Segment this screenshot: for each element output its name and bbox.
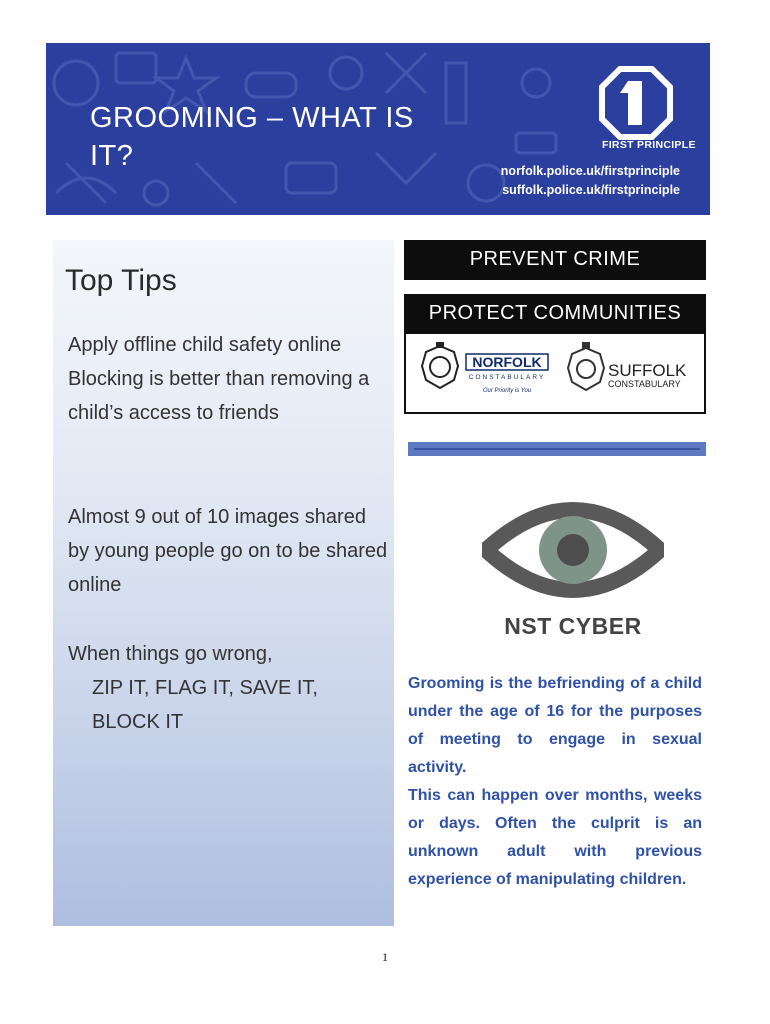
banner-title: GROOMING – WHAT IS IT? [90, 102, 414, 172]
logo-label: FIRST PRINCIPLE [602, 139, 696, 151]
norfolk-crest-icon [422, 342, 458, 388]
constabulary-logos-graphic [406, 334, 704, 412]
tip-offline-safety: Apply offline child safety online Blocking is better than removing a child’s access to friends [68, 334, 370, 424]
suffolk-name: SUFFOLK [608, 361, 687, 380]
description-para2: This can happen over months, weeks or days. Often the culprit is an unknown adult with previous experience of manipulating children. [408, 787, 702, 888]
norfolk-sub: CONSTABULARY [468, 374, 546, 381]
tips-heading: Top Tips [65, 264, 177, 297]
prevent-crime-box: PREVENT CRIME [404, 240, 706, 280]
top-tips-panel [53, 240, 394, 926]
grooming-description [408, 670, 702, 894]
tip3-line2: ZIP IT, FLAG IT, SAVE IT, BLOCK IT [92, 677, 318, 733]
norfolk-name: NORFOLK [472, 354, 542, 370]
norfolk-url[interactable]: norfolk.police.uk/firstprinciple [500, 164, 680, 178]
tip3-line1: When things go wrong, [68, 643, 273, 665]
norfolk-motto: Our Priority is You [482, 388, 532, 394]
tip-images-shared: Almost 9 out of 10 images shared by young people go on to be shared online [68, 506, 388, 596]
suffolk-url[interactable]: suffolk.police.uk/firstprinciple [502, 183, 680, 197]
page-number: 1 [382, 950, 388, 964]
tip-when-wrong [68, 637, 388, 739]
constabulary-logos [404, 334, 706, 414]
description-para1: Grooming is the befriending of a child under the age of 16 for the purposes of meeting to engage in sexual activity. [408, 675, 702, 776]
eye-icon [482, 495, 664, 605]
suffolk-sub: CONSTABULARY [608, 379, 681, 389]
header-banner [46, 43, 710, 215]
protect-communities-box: PROTECT COMMUNITIES [404, 294, 706, 334]
divider-bar [408, 442, 706, 456]
nst-cyber-label: NST CYBER [504, 613, 642, 639]
suffolk-crest-icon [568, 342, 604, 390]
